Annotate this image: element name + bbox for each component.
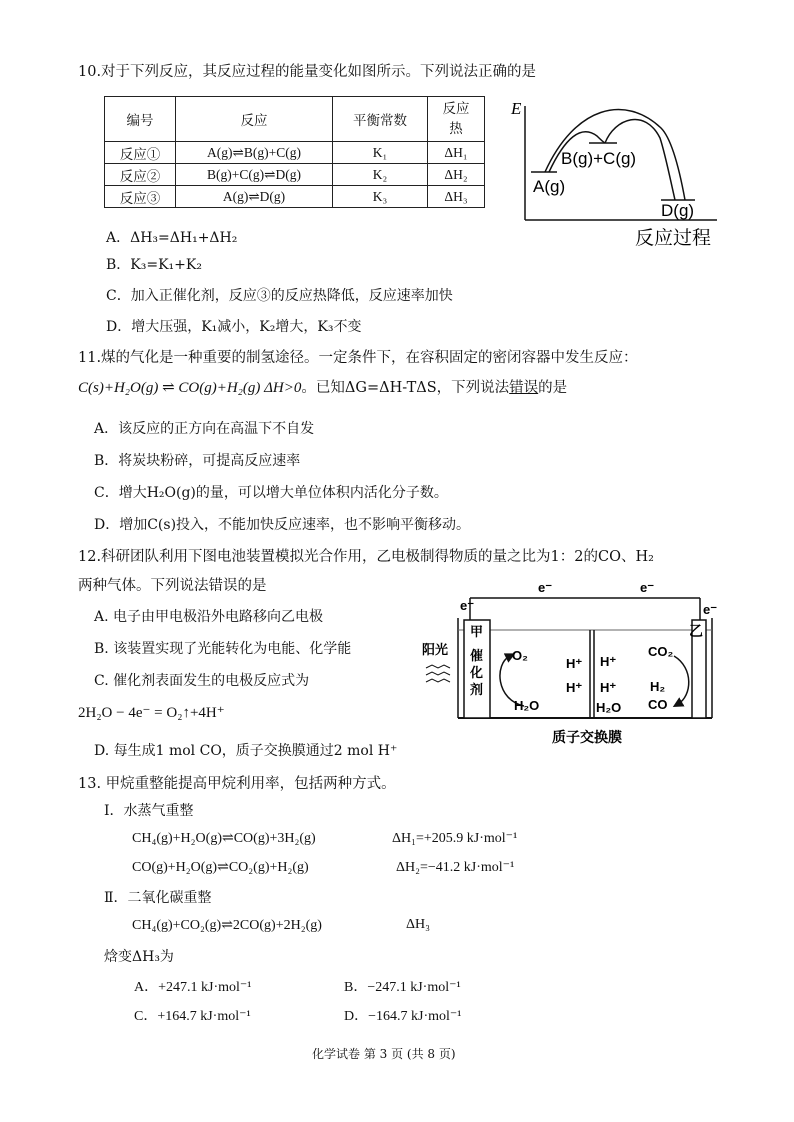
table-header-k: 平衡常数	[333, 97, 428, 142]
electron-label-2: e⁻	[640, 580, 655, 595]
electrode-jia-label: 甲	[470, 624, 484, 639]
q13-dh3: ΔH₃	[406, 917, 430, 932]
q12-option-c-equation: 2H₂O − 4e⁻ = O₂↑+4H⁺	[78, 705, 225, 721]
o2-label: O₂	[512, 648, 528, 663]
q11-equation: C(s)+H₂O(g) ⇌ CO(g)+H₂(g) ΔH>0	[78, 380, 302, 396]
q10-stem: 10.对于下列反应，其反应过程的能量变化如图所示。下列说法正确的是	[78, 64, 537, 80]
q10-option-c: C．加入正催化剂，反应③的反应热降低，反应速率加快	[106, 288, 453, 304]
q10-option-b: B．K₃=K₁+K₂	[106, 257, 202, 273]
q13-part1-title: Ⅰ．水蒸气重整	[104, 803, 194, 819]
q12-option-a: A. 电子由甲电极沿外电路移向乙电极	[94, 609, 324, 625]
x-axis-label: 反应过程	[635, 227, 712, 248]
q13-stem: 13. 甲烷重整能提高甲烷利用率，包括两种方式。	[78, 776, 396, 792]
electrode-yi-label: 乙	[689, 623, 703, 639]
q11-option-b: B．将炭块粉碎，可提高反应速率	[94, 453, 301, 469]
row-id: 反应①	[105, 142, 176, 164]
q12-option-b: B. 该装置实现了光能转化为电能、化学能	[94, 641, 352, 657]
catalyst-label-1: 催	[470, 648, 484, 663]
electron-label-3: e⁻	[460, 598, 475, 613]
q13-eq1: CH₄(g)+H₂O(g)⇌CO(g)+3H₂(g)	[132, 831, 316, 846]
light-wave-2	[426, 672, 450, 675]
q13-ask: 焓变ΔH₃为	[104, 949, 174, 965]
level-bc-label: B(g)+C(g)	[561, 149, 637, 168]
row-reaction: A(g)⇌B(g)+C(g)	[176, 142, 333, 164]
y-axis-label: E	[511, 99, 522, 118]
level-d-label: D(g)	[661, 201, 695, 220]
q13-dh1: ΔH₁=+205.9 kJ·mol⁻¹	[392, 831, 518, 846]
co-label: CO	[648, 697, 668, 712]
q11-option-c: C．增大H₂O(g)的量，可以增大单位体积内活化分子数。	[94, 485, 448, 501]
h2o-mid-label: H₂O	[596, 700, 622, 715]
q13-part2-title: Ⅱ．二氧化碳重整	[104, 890, 212, 906]
row-id: 反应②	[105, 164, 176, 186]
electron-label-4: e⁻	[703, 602, 718, 617]
row-id: 反应③	[105, 186, 176, 208]
table-row	[105, 142, 485, 164]
electron-label-1: e⁻	[538, 580, 553, 595]
q13-dh2: ΔH₂=−41.2 kJ·mol⁻¹	[396, 860, 515, 875]
right-cycle-arrow	[674, 656, 689, 704]
catalyst-label-2: 化	[470, 665, 484, 680]
hplus-label-3: H⁺	[600, 654, 617, 669]
q10-reaction-table	[104, 96, 485, 208]
h2-label: H₂	[650, 679, 666, 694]
q10-option-a: A．ΔH₃=ΔH₁+ΔH₂	[106, 230, 238, 246]
q10-option-d: D．增大压强，K₁减小，K₂增大，K₃不变	[106, 319, 362, 335]
q13-eq2: CO(g)+H₂O(g)⇌CO₂(g)+H₂(g)	[132, 860, 309, 875]
table-header-id: 编号	[105, 97, 176, 142]
q13-option-b: B．−247.1 kJ·mol⁻¹	[344, 980, 461, 995]
q11-option-d: D．增加C(s)投入，不能加快反应速率，也不影响平衡移动。	[94, 517, 471, 533]
table-header-heat: 反应 热	[428, 97, 485, 142]
q12-stem: 12.科研团队利用下图电池装置模拟光合作用，乙电极制得物质的量之比为1：2的CO、H₂	[78, 549, 654, 565]
q13-option-a: A．+247.1 kJ·mol⁻¹	[134, 980, 252, 995]
q12-option-c: C. 催化剂表面发生的电极反应式为	[94, 673, 310, 689]
q12-stem-2: 两种气体。下列说法错误的是	[78, 578, 267, 594]
q12-option-d: D. 每生成1 mol CO，质子交换膜通过2 mol H⁺	[94, 743, 398, 759]
q13-option-c: C．+164.7 kJ·mol⁻¹	[134, 1009, 251, 1024]
sunlight-label: 阳光	[422, 642, 449, 657]
row-h: ΔH₃	[428, 186, 485, 208]
row-k: K₃	[333, 186, 428, 208]
row-k: K₁	[333, 142, 428, 164]
q11-underlined-word: 错误	[509, 380, 539, 396]
q11-equation-line: C(s)+H₂O(g) ⇌ CO(g)+H₂(g) ΔH>0。已知ΔG=ΔH-TΔS，下列说法错误的是	[78, 380, 568, 396]
catalyst-label-3: 剂	[470, 682, 484, 697]
q13-eq3: CH₄(g)+CO₂(g)⇌2CO(g)+2H₂(g)	[132, 918, 322, 933]
level-a-label: A(g)	[533, 177, 566, 196]
row-k: K₂	[333, 164, 428, 186]
co2-label: CO₂	[648, 644, 674, 659]
page-footer: 化学试卷 第 3 页 (共 8 页)	[312, 1047, 456, 1061]
table-header-reaction: 反应	[176, 97, 333, 142]
q11-stem: 11.煤的气化是一种重要的制氢途径。一定条件下，在容积固定的密闭容器中发生反应：	[78, 350, 638, 366]
q11-option-a: A．该反应的正方向在高温下不自发	[94, 421, 315, 437]
light-wave-3	[426, 679, 450, 682]
membrane-label: 质子交换膜	[552, 729, 622, 745]
table-row	[105, 164, 485, 186]
row-h: ΔH₁	[428, 142, 485, 164]
q13-option-d: D．−164.7 kJ·mol⁻¹	[344, 1009, 462, 1024]
row-reaction: B(g)+C(g)⇌D(g)	[176, 164, 333, 186]
h2o-left-label: H₂O	[514, 698, 540, 713]
hplus-label-2: H⁺	[566, 680, 583, 695]
hplus-label-1: H⁺	[566, 656, 583, 671]
hplus-label-4: H⁺	[600, 680, 617, 695]
table-row	[105, 186, 485, 208]
light-wave-1	[426, 665, 450, 668]
energy-profile-diagram	[505, 98, 725, 248]
row-reaction: A(g)⇌D(g)	[176, 186, 333, 208]
electrolysis-cell-diagram	[420, 578, 730, 748]
row-h: ΔH₂	[428, 164, 485, 186]
